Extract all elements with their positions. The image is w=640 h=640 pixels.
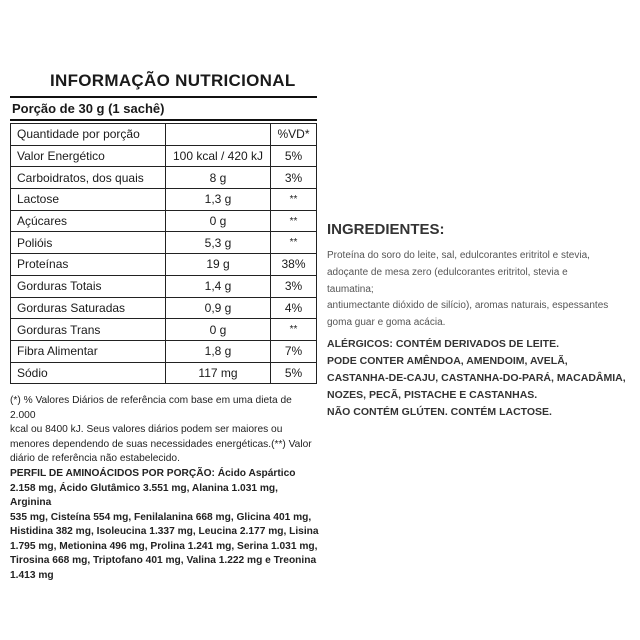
nutrient-amount: 100 kcal / 420 kJ <box>166 145 271 167</box>
table-row <box>11 275 317 297</box>
amino-line: 1.795 mg, Metionina 496 mg, Prolina 1.241 mg, Serina 1.031 mg, <box>10 540 318 552</box>
nutrient-amount: 1,8 g <box>166 340 271 362</box>
nutrient-vd: ** <box>271 189 317 211</box>
nutrient-amount: 0 g <box>166 319 271 341</box>
nutrient-amount: 0,9 g <box>166 297 271 319</box>
table-row <box>11 340 317 362</box>
nutrition-table <box>10 123 317 384</box>
table-row <box>11 167 317 189</box>
footnote <box>10 394 320 467</box>
ingredients-line: Proteína do soro do leite, sal, edulcorantes eritritol e stevia, <box>327 250 590 261</box>
table-row <box>11 232 317 254</box>
nutrient-amount: 19 g <box>166 254 271 276</box>
allergens-line: PODE CONTER AMÊNDOA, AMENDOIM, AVELÃ, <box>327 355 568 367</box>
portion-label: Porção de 30 g (1 sachê) <box>12 101 165 116</box>
nutrient-vd: ** <box>271 232 317 254</box>
nutrient-amount: 8 g <box>166 167 271 189</box>
amino-line: PERFIL DE AMINOÁCIDOS POR PORÇÃO: Ácido Aspártico <box>10 468 296 479</box>
nutrient-amount: 1,3 g <box>166 189 271 211</box>
nutrient-name: Gorduras Saturadas <box>11 297 166 319</box>
amino-acid-profile <box>10 467 320 583</box>
table-row <box>11 297 317 319</box>
nutrient-name: Carboidratos, dos quais <box>11 167 166 189</box>
nutrient-vd: ** <box>271 210 317 232</box>
amino-line: 1.413 mg <box>10 569 54 581</box>
nutrient-vd: 5% <box>271 362 317 384</box>
nutrient-vd: 4% <box>271 297 317 319</box>
nutrient-name: Polióis <box>11 232 166 254</box>
nutrition-title: INFORMAÇÃO NUTRICIONAL <box>50 71 296 90</box>
table-row <box>11 254 317 276</box>
allergens-line: NOZES, PECÃ, PISTACHE E CASTANHAS. <box>327 389 538 401</box>
header-vd: %VD* <box>271 124 317 146</box>
nutrient-vd: ** <box>271 319 317 341</box>
header-amount <box>166 124 271 146</box>
ingredients-line: adoçante de mesa zero (edulcorantes eritritol, stevia e <box>327 267 568 278</box>
ingredients-line: antiumectante dióxido de silício), aromas naturais, espessantes <box>327 300 609 311</box>
nutrient-name: Proteínas <box>11 254 166 276</box>
divider <box>10 96 317 98</box>
ingredients-line: goma guar e goma acácia. <box>327 317 446 328</box>
amino-line: Histidina 382 mg, Isoleucina 1.337 mg, Leucina 2.177 mg, Lisina <box>10 526 319 537</box>
ingredients-line: taumatina; <box>327 284 374 295</box>
nutrient-name: Valor Energético <box>11 145 166 167</box>
header-name: Quantidade por porção <box>11 124 166 146</box>
nutrient-amount: 5,3 g <box>166 232 271 254</box>
nutrient-vd: 7% <box>271 340 317 362</box>
footnote-line: menores dependendo de suas necessidades energéticas.(**) Valor <box>10 438 312 450</box>
nutrient-vd: 3% <box>271 275 317 297</box>
table-row <box>11 145 317 167</box>
table-row <box>11 210 317 232</box>
footnote-line: (*) % Valores Diários de referência com base em uma dieta de 2.000 <box>10 395 292 421</box>
nutrient-vd: 38% <box>271 254 317 276</box>
amino-line: 535 mg, Cisteína 554 mg, Fenilalanina 668 mg, Glicina 401 mg, <box>10 511 312 523</box>
nutrient-name: Sódio <box>11 362 166 384</box>
nutrient-name: Lactose <box>11 189 166 211</box>
allergens-line: CASTANHA-DE-CAJU, CASTANHA-DO-PARÁ, MACADÂMIA, <box>327 372 626 384</box>
nutrient-name: Açúcares <box>11 210 166 232</box>
nutrient-vd: 3% <box>271 167 317 189</box>
nutrient-name: Fibra Alimentar <box>11 340 166 362</box>
ingredients-title: INGREDIENTES: <box>327 221 445 238</box>
amino-line: Tirosina 668 mg, Triptofano 401 mg, Valina 1.222 mg e Treonina <box>10 555 317 566</box>
nutrient-amount: 0 g <box>166 210 271 232</box>
table-row <box>11 319 317 341</box>
footnote-line: diário de referência não estabelecido. <box>10 453 180 464</box>
allergens-line: ALÉRGICOS: CONTÉM DERIVADOS DE LEITE. <box>327 338 559 350</box>
amino-line: 2.158 mg, Ácido Glutâmico 3.551 mg, Alanina 1.031 mg, Arginina <box>10 482 278 508</box>
table-row <box>11 362 317 384</box>
nutrient-name: Gorduras Trans <box>11 319 166 341</box>
allergens-line: NÃO CONTÉM GLÚTEN. CONTÉM LACTOSE. <box>327 406 552 418</box>
nutrient-amount: 1,4 g <box>166 275 271 297</box>
table-header-row <box>11 124 317 146</box>
nutrient-amount: 117 mg <box>166 362 271 384</box>
footnote-line: kcal ou 8400 kJ. Seus valores diários podem ser maiores ou <box>10 424 283 435</box>
table-row <box>11 189 317 211</box>
divider <box>10 119 317 121</box>
nutrient-name: Gorduras Totais <box>11 275 166 297</box>
nutrient-vd: 5% <box>271 145 317 167</box>
